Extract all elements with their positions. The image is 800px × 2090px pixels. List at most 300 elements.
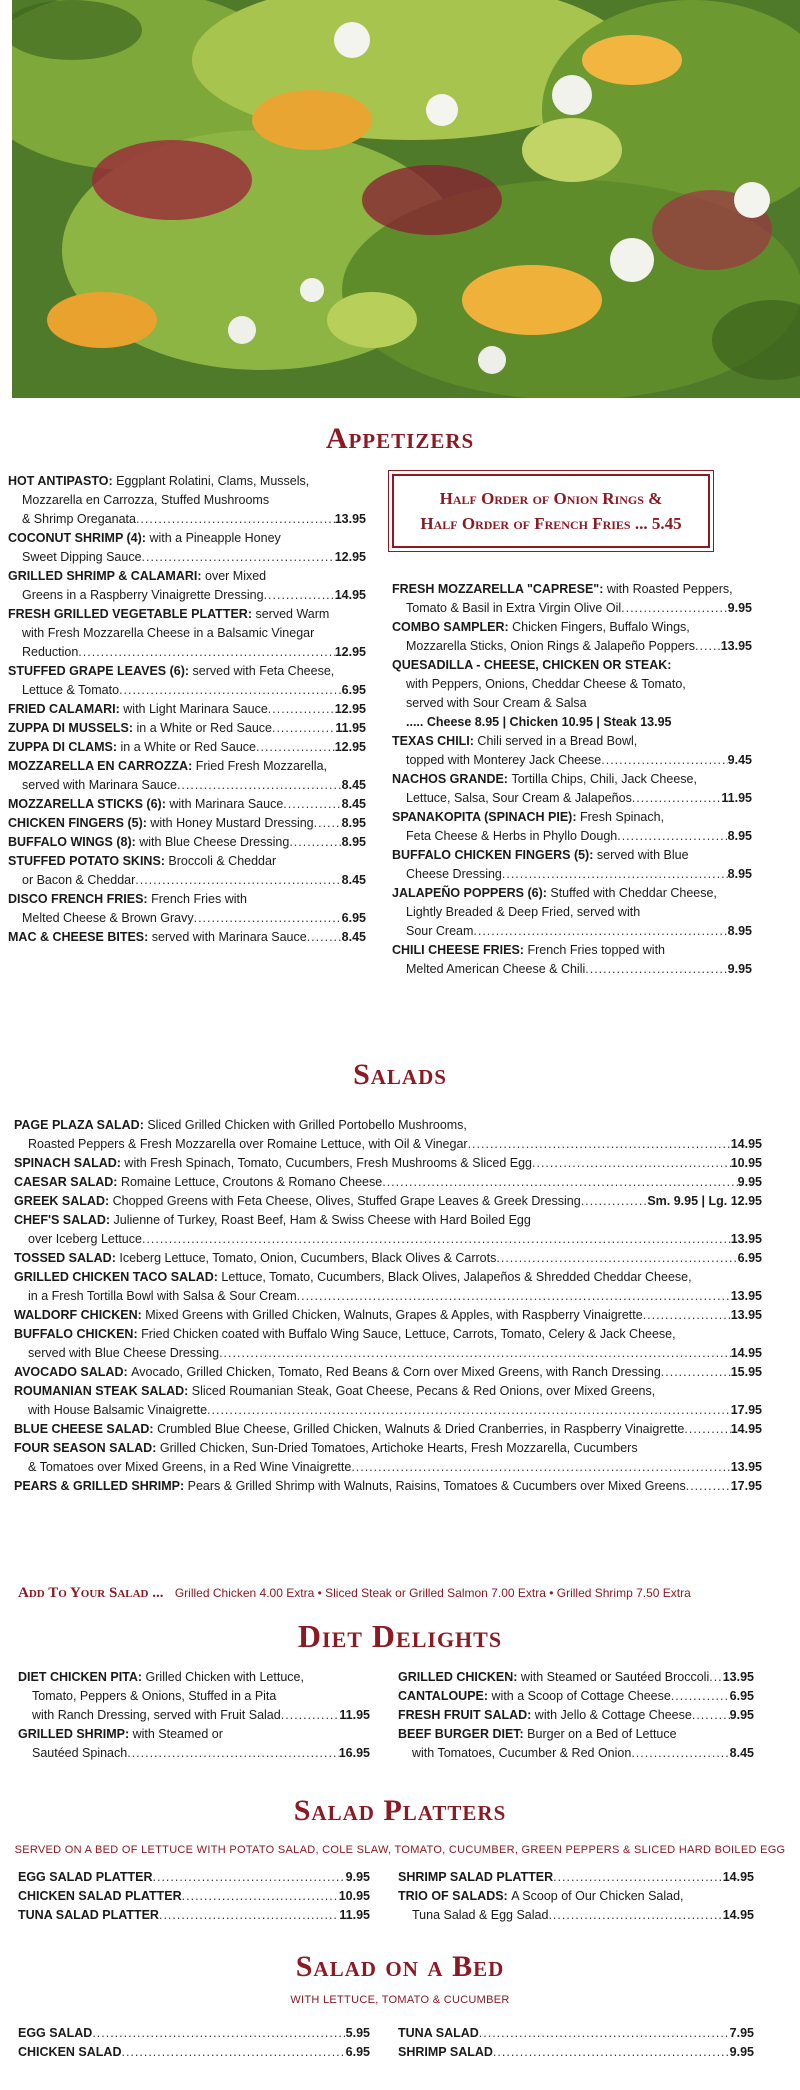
menu-item [18, 2024, 370, 2043]
menu-item-line [14, 1116, 762, 1135]
menu-item-price: 8.45 [729, 1746, 754, 1760]
menu-item-name: MOZZARELLA STICKS (6): [8, 797, 166, 811]
salad-platters-title: Salad Platters [293, 1794, 507, 1827]
menu-item [392, 618, 752, 656]
menu-item-price: 6.95 [345, 2045, 370, 2059]
menu-item-price: 16.95 [338, 1746, 370, 1760]
menu-item-price: 14.95 [730, 1346, 762, 1360]
menu-item [398, 1706, 754, 1725]
menu-item [8, 928, 366, 947]
menu-item-line [392, 884, 752, 903]
menu-item [8, 529, 366, 567]
menu-item-line [18, 1725, 370, 1744]
menu-item-line [14, 1325, 762, 1344]
menu-item-name: PAGE PLAZA SALAD: [14, 1118, 144, 1132]
menu-item-line [392, 637, 752, 656]
menu-item-line [14, 1477, 762, 1496]
menu-item-price: 8.45 [341, 778, 366, 792]
menu-item [14, 1477, 762, 1496]
menu-item-price: 9.95 [729, 2045, 754, 2059]
menu-item-name: FOUR SEASON SALAD: [14, 1441, 157, 1455]
add-to-salad [18, 1585, 798, 1602]
menu-item-description: Broccoli & Cheddar [164, 854, 277, 868]
menu-item-description-cont: with Tomatoes, Cucumber & Red Onion [412, 1746, 632, 1760]
menu-item-description-cont: Sour Cream [406, 924, 474, 938]
menu-item-price: 9.95 [345, 1870, 370, 1884]
menu-item-name: FRESH MOZZARELLA "CAPRESE": [392, 582, 604, 596]
menu-item [8, 662, 366, 700]
menu-item [14, 1439, 762, 1477]
menu-item-description-cont: Feta Cheese & Herbs in Phyllo Dough [406, 829, 618, 843]
dot-leader [142, 1230, 731, 1249]
menu-item-price: 15.95 [730, 1365, 762, 1379]
menu-item-line [392, 751, 752, 770]
menu-item-name: QUESADILLA - CHEESE, CHICKEN OR STEAK: [392, 658, 672, 672]
menu-item-description-cont: in a Fresh Tortilla Bowl with Salsa & Sour Cream [28, 1289, 297, 1303]
menu-item [14, 1325, 762, 1363]
menu-item [8, 833, 366, 852]
menu-item-line [18, 1668, 370, 1687]
menu-item-price: Sm. 9.95 | Lg. 12.95 [647, 1194, 762, 1208]
menu-item-name: BLUE CHEESE SALAD: [14, 1422, 154, 1436]
menu-item-line [392, 656, 752, 675]
promo-line-1: Half Order of Onion Rings & [439, 489, 663, 508]
menu-item-line [8, 776, 366, 795]
menu-item-description-cont: served with Sour Cream & Salsa [406, 696, 587, 710]
bed-left-column [18, 2024, 370, 2062]
menu-item-line [8, 548, 366, 567]
menu-item-description-cont: Lettuce, Salsa, Sour Cream & Jalapeños [406, 791, 632, 805]
menu-item-description-cont: Melted Cheese & Brown Gravy [22, 911, 194, 925]
menu-item-name: STUFFED GRAPE LEAVES (6): [8, 664, 190, 678]
menu-item [392, 732, 752, 770]
menu-item-description-cont: & Tomatoes over Mixed Greens, in a Red Wine Vinaigrette [28, 1460, 352, 1474]
menu-item-line [392, 789, 752, 808]
menu-item [8, 852, 366, 890]
dot-leader [264, 586, 335, 605]
menu-item-price: 9.95 [727, 601, 752, 615]
menu-item-line [392, 903, 752, 922]
dot-leader [281, 1706, 340, 1725]
menu-item-name: MAC & CHEESE BITES: [8, 930, 149, 944]
menu-item-name: GREEK SALAD: [14, 1194, 110, 1208]
menu-item-price: 9.95 [727, 962, 752, 976]
menu-item-line [18, 1687, 370, 1706]
menu-item-description-cont: Reduction [22, 645, 79, 659]
menu-item-price: 9.95 [737, 1175, 762, 1189]
menu-item-description: served Warm [251, 607, 330, 621]
menu-item-name: BUFFALO CHICKEN FINGERS (5): [392, 848, 594, 862]
menu-item [14, 1192, 762, 1211]
menu-item-line [392, 922, 752, 941]
menu-item-line [398, 1906, 754, 1925]
menu-item-name: CHEF'S SALAD: [14, 1213, 111, 1227]
salad-photo-icon [12, 0, 800, 398]
dot-leader [493, 2043, 730, 2062]
menu-item-price: 9.45 [727, 753, 752, 767]
dot-leader [136, 510, 335, 529]
menu-item-line [14, 1382, 762, 1401]
menu-item-line [398, 1668, 754, 1687]
dot-leader [159, 1906, 339, 1925]
menu-item-price: 13.95 [334, 512, 366, 526]
menu-item-line [14, 1211, 762, 1230]
menu-item-line [14, 1344, 762, 1363]
menu-item-line [392, 694, 752, 713]
salad-photo [12, 0, 800, 398]
menu-item-description-cont: Greens in a Raspberry Vinaigrette Dressing [22, 588, 264, 602]
menu-item-description: Pears & Grilled Shrimp with Walnuts, Raisins, Tomatoes & Cucumbers over Mixed Greens [184, 1479, 686, 1493]
menu-item-description-cont: Cheese Dressing [406, 867, 502, 881]
menu-item-price: 6.95 [737, 1251, 762, 1265]
menu-item-line [398, 2024, 754, 2043]
menu-item-price: 14.95 [730, 1422, 762, 1436]
menu-item-description-cont: Tuna Salad & Egg Salad [412, 1908, 549, 1922]
menu-item-line [14, 1306, 762, 1325]
menu-item-line [14, 1173, 762, 1192]
menu-item-name: TUNA SALAD [398, 2026, 479, 2040]
dot-leader [256, 738, 335, 757]
menu-item-description: Avocado, Grilled Chicken, Tomato, Red Beans & Corn over Mixed Greens, with Ranch Dressing [127, 1365, 661, 1379]
menu-item [398, 2024, 754, 2043]
menu-item-name: CANTALOUPE: [398, 1689, 489, 1703]
diet-right-column [398, 1668, 754, 1763]
menu-item-description: Fried Chicken coated with Buffalo Wing Sauce, Lettuce, Carrots, Tomato, Celery & Jack Cheese, [137, 1327, 676, 1341]
menu-item-description: Fried Fresh Mozzarella, [192, 759, 328, 773]
menu-item-name: CHILI CHEESE FRIES: [392, 943, 524, 957]
diet-left-column [18, 1668, 370, 1763]
menu-item-name: ZUPPA DI MUSSELS: [8, 721, 134, 735]
menu-item [18, 1887, 370, 1906]
menu-item-description: French Fries topped with [523, 943, 666, 957]
menu-item-line [8, 472, 366, 491]
dot-leader [289, 833, 341, 852]
menu-item-description: over Mixed [201, 569, 267, 583]
menu-item-price: 11.95 [339, 1708, 370, 1722]
menu-item-line [8, 586, 366, 605]
menu-item [398, 1725, 754, 1763]
menu-item [18, 1668, 370, 1725]
menu-item-description: served with Blue [593, 848, 689, 862]
menu-item-line [392, 732, 752, 751]
menu-item-description: in a White or Red Sauce [133, 721, 272, 735]
menu-item-name: AVOCADO SALAD: [14, 1365, 128, 1379]
menu-item-price: 8.45 [341, 873, 366, 887]
menu-item-line [398, 2043, 754, 2062]
menu-item-name: COMBO SAMPLER: [392, 620, 509, 634]
menu-item-description: with Blue Cheese Dressing [135, 835, 290, 849]
menu-item-name: SPANAKOPITA (SPINACH PIE): [392, 810, 577, 824]
menu-item-description-cont: with Peppers, Onions, Cheddar Cheese & Tomato, [406, 677, 686, 691]
menu-item-name: PEARS & GRILLED SHRIMP: [14, 1479, 185, 1493]
menu-item-price: 14.95 [334, 588, 366, 602]
menu-item-description: with Steamed or [129, 1727, 223, 1741]
menu-item-price: 5.95 [345, 2026, 370, 2040]
menu-item-description-cont: & Shrimp Oreganata [22, 512, 136, 526]
menu-item [8, 795, 366, 814]
menu-item-price: 12.95 [334, 702, 366, 716]
menu-item-line [14, 1420, 762, 1439]
menu-item-description-cont: with Fresh Mozzarella Cheese in a Balsamic Vinegar [22, 626, 315, 640]
dot-leader [532, 1154, 731, 1173]
menu-item [392, 846, 752, 884]
menu-item [14, 1154, 762, 1173]
menu-item-description: Chopped Greens with Feta Cheese, Olives, Stuffed Grape Leaves & Greek Dressing [109, 1194, 581, 1208]
menu-item-description: with Fresh Spinach, Tomato, Cucumbers, Fresh Mushrooms & Sliced Egg [120, 1156, 533, 1170]
menu-item-description-cont: served with Marinara Sauce [22, 778, 177, 792]
platters-left-column [18, 1868, 370, 1925]
menu-item-line [398, 1744, 754, 1763]
menu-item-line [392, 960, 752, 979]
dot-leader [135, 871, 341, 890]
menu-item-name: ZUPPA DI CLAMS: [8, 740, 118, 754]
menu-item-price: 13.95 [722, 1670, 754, 1684]
menu-item-name: FRESH GRILLED VEGETABLE PLATTER: [8, 607, 252, 621]
menu-item-line [8, 719, 366, 738]
menu-item-description: with a Pineapple Honey [145, 531, 281, 545]
menu-item-name: DISCO FRENCH FRIES: [8, 892, 148, 906]
menu-item-description: with Steamed or Sautéed Broccoli [517, 1670, 710, 1684]
menu-item-line [8, 909, 366, 928]
dot-leader [194, 909, 342, 928]
dot-leader [479, 2024, 730, 2043]
menu-item-price: 11.95 [339, 1908, 370, 1922]
menu-item-name: JALAPEÑO POPPERS (6): [392, 886, 547, 900]
menu-item-price: 12.95 [334, 740, 366, 754]
menu-item [8, 890, 366, 928]
menu-item-description-cont: Mozzarella en Carrozza, Stuffed Mushrooms [22, 493, 270, 507]
dot-leader [496, 1249, 737, 1268]
menu-item-line [392, 846, 752, 865]
menu-item-description-cont: Lightly Breaded & Deep Fried, served with [406, 905, 641, 919]
menu-item [14, 1173, 762, 1192]
menu-item [392, 941, 752, 979]
menu-item-line [18, 2024, 370, 2043]
menu-item-price: 13.95 [730, 1289, 762, 1303]
menu-item-description: with a Scoop of Cottage Cheese [488, 1689, 671, 1703]
menu-item [398, 1687, 754, 1706]
dot-leader [548, 1906, 722, 1925]
dot-leader [601, 751, 727, 770]
menu-item-description: Tortilla Chips, Chili, Jack Cheese, [507, 772, 697, 786]
menu-item-price: 9.95 [729, 1708, 754, 1722]
dot-leader [617, 827, 727, 846]
dot-leader [283, 795, 341, 814]
menu-item-line [14, 1287, 762, 1306]
menu-item-line [8, 890, 366, 909]
menu-item-line [14, 1268, 762, 1287]
dot-leader [631, 1744, 729, 1763]
menu-item-description: served with Marinara Sauce [148, 930, 307, 944]
menu-item-name: BUFFALO CHICKEN: [14, 1327, 138, 1341]
dot-leader [177, 776, 342, 795]
menu-item-description: with Light Marinara Sauce [119, 702, 268, 716]
menu-item-description: Julienne of Turkey, Roast Beef, Ham & Swiss Cheese with Hard Boiled Egg [110, 1213, 531, 1227]
menu-item [14, 1116, 762, 1154]
menu-item-name: CHICKEN FINGERS (5): [8, 816, 147, 830]
menu-item-description: A Scoop of Our Chicken Salad, [507, 1889, 684, 1903]
menu-item-name: SHRIMP SALAD PLATTER [398, 1870, 554, 1884]
menu-item-description-cont: Roasted Peppers & Fresh Mozzarella over Romaine Lettuce, with Oil & Vinegar [28, 1137, 468, 1151]
menu-item-line [14, 1439, 762, 1458]
menu-item-name: STUFFED POTATO SKINS: [8, 854, 165, 868]
menu-item-description-cont: or Bacon & Cheddar [22, 873, 136, 887]
menu-item-name: BEEF BURGER DIET: [398, 1727, 524, 1741]
salads-list [14, 1116, 762, 1496]
menu-item-description: Mixed Greens with Grilled Chicken, Walnuts, Grapes & Apples, with Raspberry Vinaigrette [141, 1308, 643, 1322]
menu-item-line [8, 700, 366, 719]
menu-item-description-cont: Sweet Dipping Sauce [22, 550, 142, 564]
menu-item-line [14, 1192, 762, 1211]
menu-item-price: 13.95 [730, 1460, 762, 1474]
menu-item-description: Romaine Lettuce, Croutons & Romano Cheese [117, 1175, 383, 1189]
menu-item-name: CAESAR SALAD: [14, 1175, 118, 1189]
menu-item [18, 2043, 370, 2062]
menu-item-line [8, 833, 366, 852]
menu-item-description: with Honey Mustard Dressing [146, 816, 314, 830]
dot-leader [78, 643, 334, 662]
dot-leader [502, 865, 728, 884]
menu-item-name: FRESH FRUIT SALAD: [398, 1708, 532, 1722]
dot-leader [695, 637, 721, 656]
menu-item-line [398, 1868, 754, 1887]
dot-leader [297, 1287, 731, 1306]
menu-item-name: GRILLED CHICKEN: [398, 1670, 518, 1684]
dot-leader [207, 1401, 731, 1420]
menu-item-line [8, 529, 366, 548]
menu-item-line [392, 713, 752, 732]
menu-item-description: Burger on a Bed of Lettuce [523, 1727, 677, 1741]
menu-item [392, 884, 752, 941]
menu-item [8, 738, 366, 757]
menu-item [8, 757, 366, 795]
appetizers-right-column [392, 580, 752, 979]
menu-item-line [8, 928, 366, 947]
dot-leader [382, 1173, 737, 1192]
menu-item-price: 13.95 [720, 639, 752, 653]
menu-item-description: Stuffed with Cheddar Cheese, [546, 886, 717, 900]
menu-item-price: 10.95 [338, 1889, 370, 1903]
menu-item-name: SPINACH SALAD: [14, 1156, 121, 1170]
menu-item [398, 1868, 754, 1887]
menu-item-name: TRIO OF SALADS: [398, 1889, 508, 1903]
menu-item-line [392, 618, 752, 637]
menu-item-name: FRIED CALAMARI: [8, 702, 120, 716]
dot-leader [121, 2043, 345, 2062]
menu-item [14, 1363, 762, 1382]
menu-item-price: 8.45 [341, 930, 366, 944]
menu-item-line [8, 871, 366, 890]
menu-item-description-cont: Melted American Cheese & Chili [406, 962, 586, 976]
menu-item [14, 1306, 762, 1325]
menu-item-line [398, 1725, 754, 1744]
menu-item [8, 700, 366, 719]
menu-item-description: Grilled Chicken, Sun-Dried Tomatoes, Artichoke Hearts, Fresh Mozzarella, Cucumbers [156, 1441, 638, 1455]
dot-leader [473, 922, 727, 941]
menu-item-name: MOZZARELLA EN CARROZZA: [8, 759, 193, 773]
menu-item-description: Fresh Spinach, [576, 810, 665, 824]
menu-item [8, 719, 366, 738]
dot-leader [153, 1868, 346, 1887]
menu-item-name: ROUMANIAN STEAK SALAD: [14, 1384, 189, 1398]
menu-item-price: 8.95 [727, 867, 752, 881]
dot-leader [692, 1706, 730, 1725]
menu-item [8, 814, 366, 833]
diet-delights-title: Diet Delights [297, 1618, 503, 1654]
menu-item-line [398, 1687, 754, 1706]
menu-item-description: served with Feta Cheese, [189, 664, 335, 678]
menu-item-line [18, 1887, 370, 1906]
menu-item-line [18, 2043, 370, 2062]
menu-item-line [8, 662, 366, 681]
dot-leader [351, 1458, 730, 1477]
menu-item-price: 13.95 [730, 1232, 762, 1246]
menu-item-description: in a White or Red Sauce [117, 740, 256, 754]
menu-item-name: COCONUT SHRIMP (4): [8, 531, 146, 545]
menu-item-description-cont: Sautéed Spinach [32, 1746, 128, 1760]
menu-item [14, 1249, 762, 1268]
menu-item-description: French Fries with [147, 892, 247, 906]
menu-item-name: BUFFALO WINGS (8): [8, 835, 136, 849]
salad-on-a-bed-title: Salad on a Bed [295, 1950, 505, 1983]
dot-leader [219, 1344, 731, 1363]
menu-item-description: Grilled Chicken with Lettuce, [142, 1670, 304, 1684]
menu-item-description: Sliced Roumanian Steak, Goat Cheese, Pecans & Red Onions, over Mixed Greens, [188, 1384, 656, 1398]
menu-item-line [8, 510, 366, 529]
menu-item-line [8, 643, 366, 662]
menu-item-description-cont: Tomato, Peppers & Onions, Stuffed in a Pita [32, 1689, 277, 1703]
menu-item-price: 14.95 [722, 1908, 754, 1922]
menu-item-description: Iceberg Lettuce, Tomato, Onion, Cucumbers, Black Olives & Carrots [115, 1251, 497, 1265]
menu-item-name: EGG SALAD PLATTER [18, 1870, 153, 1884]
menu-item-name: WALDORF CHICKEN: [14, 1308, 142, 1322]
menu-item-price: 11.95 [721, 791, 752, 805]
menu-item-price: 12.95 [334, 645, 366, 659]
dot-leader [585, 960, 727, 979]
menu-item-price: 17.95 [730, 1479, 762, 1493]
menu-item-price: 13.95 [730, 1308, 762, 1322]
salad-on-a-bed-subtitle: WITH LETTUCE, TOMATO & CUCUMBER [290, 1994, 510, 2006]
menu-item-name: GRILLED SHRIMP & CALAMARI: [8, 569, 202, 583]
menu-item [398, 2043, 754, 2062]
menu-item-price: 14.95 [730, 1137, 762, 1151]
dot-leader [684, 1420, 730, 1439]
dot-leader [709, 1668, 722, 1687]
menu-item-line [8, 738, 366, 757]
menu-item-line [14, 1401, 762, 1420]
menu-item-line [8, 814, 366, 833]
menu-item-description: Lettuce, Tomato, Cucumbers, Black Olives, Jalapeños & Shredded Cheddar Cheese, [217, 1270, 692, 1284]
menu-item [8, 567, 366, 605]
menu-item [392, 656, 752, 732]
menu-item [18, 1725, 370, 1763]
menu-item-line [392, 865, 752, 884]
menu-item-name: CHICKEN SALAD [18, 2045, 122, 2059]
dot-leader [686, 1477, 731, 1496]
menu-item-price: 6.95 [729, 1689, 754, 1703]
menu-item-line [8, 624, 366, 643]
menu-item-line [14, 1249, 762, 1268]
dot-leader [553, 1868, 723, 1887]
menu-item-line [8, 795, 366, 814]
dot-leader [92, 2024, 345, 2043]
menu-item-line [18, 1706, 370, 1725]
menu-item-description: Chili served in a Bread Bowl, [473, 734, 638, 748]
menu-item-line [18, 1744, 370, 1763]
dot-leader [142, 548, 335, 567]
onion-rings-fries-promo [392, 474, 710, 548]
menu-item-description-cont: with Ranch Dressing, served with Fruit Salad [32, 1708, 281, 1722]
